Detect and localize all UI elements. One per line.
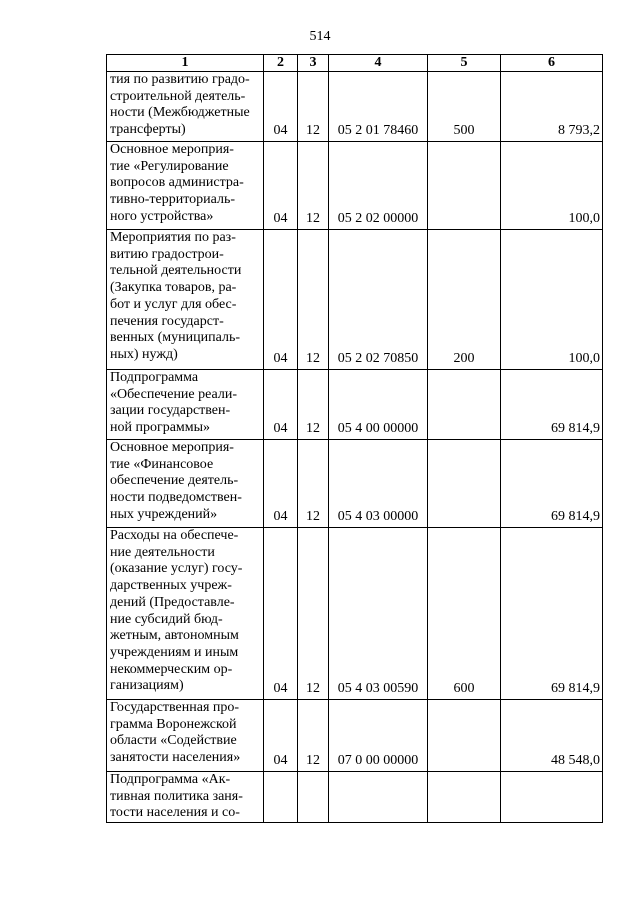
expense-type-cell: 600 [428, 528, 501, 700]
target-code-cell: 05 2 02 00000 [329, 142, 428, 230]
row-name-text: Основное мероприя- тие «Регулирование вопросов администра- тивно-территориаль- ного устройства» [110, 142, 244, 224]
column-header: 6 [501, 55, 603, 72]
section-cell: 04 [264, 370, 298, 440]
budget-table [106, 54, 603, 823]
subsection-cell: 12 [298, 370, 329, 440]
row-name-cell [107, 772, 264, 823]
expense-type-cell [428, 772, 501, 823]
section-cell: 04 [264, 142, 298, 230]
row-name-text: Расходы на обеспече- ние деятельности (оказание услуг) госу- дарственных учреж- дений (Предоставле- ние субсидий бюд- жетным, автономным учреждениям и иным некоммерческим ор- ганизациям) [110, 528, 243, 694]
column-header: 2 [264, 55, 298, 72]
amount-cell: 69 814,9 [501, 528, 603, 700]
amount-cell: 69 814,9 [501, 440, 603, 528]
table-row [107, 700, 603, 772]
row-name-cell [107, 72, 264, 142]
table-row [107, 440, 603, 528]
header-row [107, 55, 603, 72]
section-cell: 04 [264, 528, 298, 700]
row-name-cell [107, 142, 264, 230]
table-row [107, 370, 603, 440]
expense-type-cell: 500 [428, 72, 501, 142]
target-code-cell: 05 4 00 00000 [329, 370, 428, 440]
section-cell: 04 [264, 230, 298, 370]
subsection-cell: 12 [298, 528, 329, 700]
page-number: 514 [309, 29, 331, 44]
amount-cell: 100,0 [501, 142, 603, 230]
section-cell: 04 [264, 72, 298, 142]
row-name-cell [107, 230, 264, 370]
target-code-cell: 05 4 03 00590 [329, 528, 428, 700]
subsection-cell: 12 [298, 700, 329, 772]
row-name-cell [107, 528, 264, 700]
amount-cell: 8 793,2 [501, 72, 603, 142]
amount-cell: 69 814,9 [501, 370, 603, 440]
row-name-text: Подпрограмма «Ак- тивная политика заня- тости населения и со- [110, 772, 243, 821]
subsection-cell: 12 [298, 230, 329, 370]
amount-cell: 100,0 [501, 230, 603, 370]
expense-type-cell [428, 440, 501, 528]
target-code-cell: 05 2 02 70850 [329, 230, 428, 370]
expense-type-cell [428, 370, 501, 440]
table-row [107, 772, 603, 823]
table-row [107, 72, 603, 142]
subsection-cell: 12 [298, 72, 329, 142]
target-code-cell: 07 0 00 00000 [329, 700, 428, 772]
row-name-text: Государственная про- грамма Воронежской области «Содействие занятости населения» [110, 700, 241, 766]
expense-type-cell [428, 142, 501, 230]
row-name-text: Подпрограмма «Обеспечение реали- зации государствен- ной программы» [110, 370, 237, 436]
table-row [107, 528, 603, 700]
section-cell: 04 [264, 440, 298, 528]
table-row [107, 230, 603, 370]
row-name-text: Основное мероприя- тие «Финансовое обеспечение деятель- ности подведомствен- ных учреждений» [110, 440, 242, 522]
target-code-cell: 05 2 01 78460 [329, 72, 428, 142]
row-name-text: Мероприятия по раз- витию градострои- тельной деятельности (Закупка товаров, ра- бот и услуг для обес- печения государст- венных (муниципаль- ных) нужд) [110, 230, 242, 362]
row-name-cell [107, 700, 264, 772]
column-header: 1 [107, 55, 264, 72]
expense-type-cell [428, 700, 501, 772]
subsection-cell [298, 772, 329, 823]
expense-type-cell: 200 [428, 230, 501, 370]
table-row [107, 142, 603, 230]
column-header: 3 [298, 55, 329, 72]
target-code-cell [329, 772, 428, 823]
row-name-cell [107, 440, 264, 528]
section-cell: 04 [264, 700, 298, 772]
subsection-cell: 12 [298, 440, 329, 528]
subsection-cell: 12 [298, 142, 329, 230]
column-header: 4 [329, 55, 428, 72]
row-name-text: тия по развитию градо- строительной деятель- ности (Межбюджетные трансферты) [110, 72, 250, 138]
target-code-cell: 05 4 03 00000 [329, 440, 428, 528]
amount-cell [501, 772, 603, 823]
amount-cell: 48 548,0 [501, 700, 603, 772]
column-header: 5 [428, 55, 501, 72]
row-name-cell [107, 370, 264, 440]
section-cell [264, 772, 298, 823]
